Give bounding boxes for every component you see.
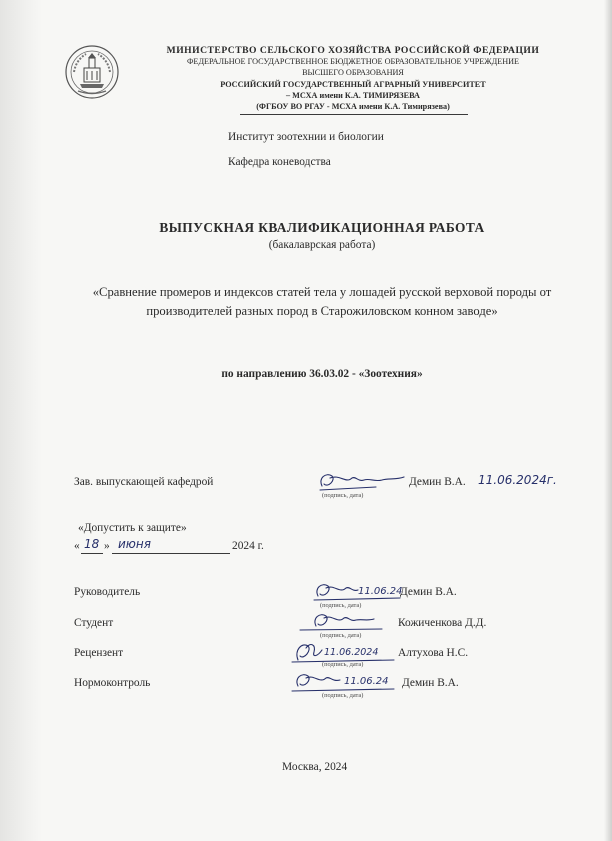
admit-month-line [112,553,230,554]
scan-edge-shadow [604,0,612,841]
header-university: РОССИЙСКИЙ ГОСУДАРСТВЕННЫЙ АГРАРНЫЙ УНИВЕРСИТЕТ [220,79,486,89]
admit-day-line [81,553,103,554]
supervisor-label: Руководитель [74,586,141,598]
student-signature-caption: (подпись, дата) [320,632,362,639]
institute-name: Институт зоотехнии и биологии [228,131,384,143]
head-handwritten-date: 11.06.2024г. [478,473,557,487]
footer-city-year: Москва, 2024 [282,761,348,773]
study-direction: по направлению 36.03.02 - «Зоотехния» [221,368,423,380]
supervisor-signature-caption: (подпись, дата) [320,602,362,609]
admit-year: 2024 г. [232,540,264,552]
header-ministry: МИНИСТЕРСТВО СЕЛЬСКОГО ХОЗЯЙСТВА РОССИЙСКОЙ ФЕДЕРАЦИИ [166,45,540,56]
norm-control-signature-caption: (подпись, дата) [322,692,364,699]
university-emblem [64,44,120,100]
student-name: Кожиченкова Д.Д. [398,617,487,629]
thesis-topic: «Сравнение промеров и индексов статей тела у лошадей русской верховой породы от производителей разных пород в Старожиловском конном заводе» [92,285,552,318]
admit-day: 18 [84,537,100,551]
student-label: Студент [74,617,114,629]
header-short-name: (ФГБОУ ВО РГАУ - МСХА имени К.А. Тимирязева) [256,102,450,112]
svg-text:11.06.24: 11.06.24 [358,586,403,597]
head-of-department-name: Демин В.А. [409,476,466,488]
supervisor-signature [312,578,404,604]
norm-control-label: Нормоконтроль [74,677,151,689]
ministry-header [140,45,566,112]
head-of-department-label: Зав. выпускающей кафедрой [74,476,214,488]
department-name: Кафедра коневодства [228,156,331,168]
reviewer-signature-caption: (подпись, дата) [322,661,364,668]
work-subtitle: (бакалаврская работа) [268,239,376,251]
admit-month: июня [118,537,151,551]
supervisor-name: Демин В.А. [400,586,457,598]
svg-text:11.06.24: 11.06.24 [344,676,389,687]
header-underline [240,114,468,115]
header-education-level: ВЫСШЕГО ОБРАЗОВАНИЯ [302,68,404,78]
reviewer-name: Алтухова Н.С. [398,647,469,659]
admit-quote-close: » [104,540,110,552]
reviewer-label: Рецензент [74,647,124,659]
admit-label: «Допустить к защите» [78,522,187,534]
norm-control-name: Демин В.А. [402,677,459,689]
header-university-name: – МСХА имени К.А. ТИМИРЯЗЕВА [286,90,420,100]
head-signature-caption: (подпись, дата) [322,492,364,499]
student-signature [296,608,388,634]
header-institution-type: ФЕДЕРАЛЬНОЕ ГОСУДАРСТВЕННОЕ БЮДЖЕТНОЕ ОБРАЗОВАТЕЛЬНОЕ УЧРЕЖДЕНИЕ [186,57,520,67]
admit-quote-open: « [74,540,80,552]
work-title: ВЫПУСКНАЯ КВАЛИФИКАЦИОННАЯ РАБОТА [159,220,485,235]
head-signature [316,468,408,494]
scan-binding-shadow [0,0,42,841]
svg-text:11.06.2024: 11.06.2024 [324,647,379,658]
